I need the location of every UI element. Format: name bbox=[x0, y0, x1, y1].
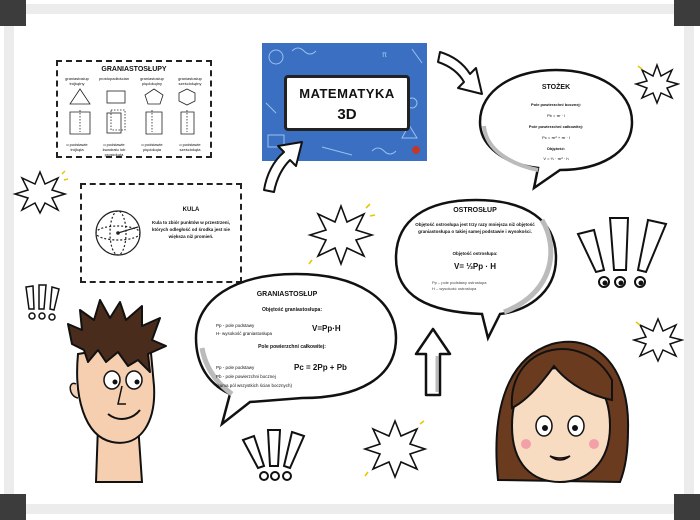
arrow-up-icon bbox=[413, 326, 453, 398]
col-label-1: graniastosłup trójkątny bbox=[65, 76, 89, 86]
graniastoslupy-card bbox=[56, 60, 212, 158]
prisms-illustration bbox=[62, 86, 208, 138]
graniastoslup-pp-def-2: Pp - pole podstawy bbox=[216, 365, 255, 370]
exclamation-marks-icon bbox=[240, 426, 312, 484]
kula-card bbox=[80, 183, 242, 283]
frame-corner bbox=[674, 494, 700, 520]
ostroslup-legend-1: Pp – pole podstawy ostrosłupa bbox=[432, 280, 487, 285]
exclamation-marks-icon bbox=[574, 212, 678, 296]
stozek-formula-3: V = ⅓ · πr² · h bbox=[543, 156, 569, 161]
banner-subtitle: 3D bbox=[337, 106, 357, 123]
col-label-3: graniastosłup pięciokątny bbox=[140, 76, 164, 86]
col-label-4: graniastosłup sześciokątny bbox=[178, 76, 202, 86]
explosion-icon bbox=[362, 418, 428, 480]
ostroslup-description: Objętość ostrosłupa jest trzy razy mniejsza niż objętość graniastosłupa o takiej samej podstawie i wysokości. bbox=[415, 222, 535, 234]
graniastoslup-vol-label: Objętość graniastosłupa: bbox=[261, 307, 322, 313]
col-caption-3: o podstawie pięciokąta bbox=[141, 142, 163, 152]
explosion-icon bbox=[12, 168, 68, 216]
col-caption-1: o podstawie trójkąta bbox=[66, 142, 88, 152]
ostroslup-vol-label: Objętość ostrosłupa: bbox=[452, 251, 498, 256]
explosion-icon bbox=[306, 202, 376, 268]
ostroslup-formula: V= ⅓Pp · H bbox=[453, 262, 496, 271]
boy-character-illustration bbox=[58, 296, 170, 492]
col-caption-2: o podstawie kwadratu lub prostokąta bbox=[102, 142, 126, 157]
banner-title: MATEMATYKA bbox=[299, 86, 395, 101]
ostroslup-title: OSTROSŁUP bbox=[453, 207, 497, 214]
graniastoslup-vol-formula: V=Pp·H bbox=[312, 324, 341, 333]
col-caption-4: o podstawie sześciokąta bbox=[179, 142, 201, 152]
sphere-icon bbox=[92, 207, 144, 259]
ostroslup-legend-2: H – wysokość ostrosłupa bbox=[432, 286, 477, 291]
graniastoslup-h-def: H- wysokość graniastosłupa bbox=[216, 331, 273, 336]
explosion-icon bbox=[634, 62, 680, 106]
graniastoslup-pb-def: Pb - pole powierzchni bocznej bbox=[216, 374, 276, 379]
explosion-icon bbox=[632, 316, 684, 364]
graniastoslup-pb-note: (suma pól wszystkich ścian bocznych) bbox=[216, 383, 293, 388]
frame-corner bbox=[0, 494, 26, 520]
stozek-label-3: Objętość: bbox=[546, 146, 566, 151]
graniastoslup-pp-def: Pp - pole podstawy bbox=[216, 323, 255, 328]
girl-character-illustration bbox=[488, 330, 634, 486]
graniastoslup-area-formula: Pc = 2Pp + Pb bbox=[294, 363, 347, 372]
red-dot bbox=[412, 146, 420, 154]
stozek-formula-1: Pb = πr · l bbox=[547, 113, 565, 118]
frame-corner bbox=[0, 0, 26, 26]
kula-definition: Kula to zbiór punktów w przestrzeni, których odległość od środka jest nie większa niż promień. bbox=[151, 220, 231, 239]
stozek-title: STOŻEK bbox=[541, 84, 571, 91]
svg-text:π: π bbox=[382, 50, 387, 59]
stozek-formula-2: Pc = πr² + πr · l bbox=[542, 135, 570, 140]
graniastoslupy-title: GRANIASTOSŁUPY bbox=[101, 66, 167, 73]
stozek-label-1: Pole powierzchni bocznej: bbox=[530, 102, 581, 107]
banner-box bbox=[284, 75, 410, 131]
stozek-label-2: Pole powierzchni całkowitej: bbox=[528, 124, 584, 129]
arrow-to-banner-icon bbox=[258, 138, 308, 198]
graniastoslup-area-label: Pole powierzchni całkowitej: bbox=[258, 344, 326, 350]
kula-title: KULA bbox=[182, 207, 200, 213]
graniastoslup-title: GRANIASTOSŁUP bbox=[256, 291, 318, 298]
frame-corner bbox=[674, 0, 700, 26]
col-label-2: prostopadłościan bbox=[98, 76, 130, 81]
